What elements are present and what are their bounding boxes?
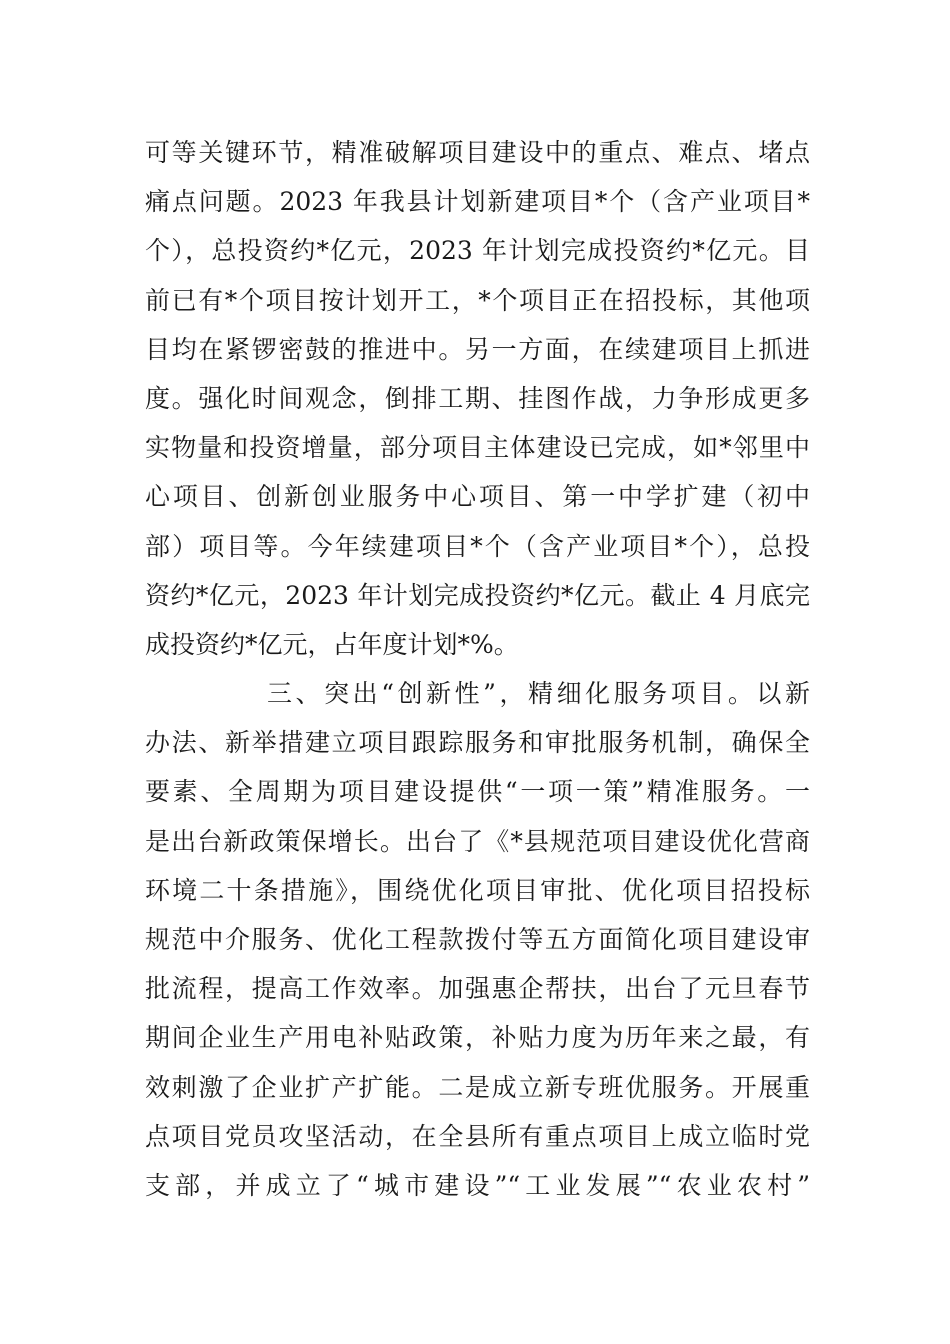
text-line: 痛点问题。2023 年我县计划新建项目*个（含产业项目* <box>145 187 810 217</box>
paragraph-continuation <box>145 128 810 669</box>
text-line: 前已有*个项目按计划开工，*个项目正在招投标，其他项 <box>145 285 810 315</box>
text-line: 部）项目等。今年续建项目*个（含产业项目*个），总投 <box>145 531 810 561</box>
paragraph-section-three <box>145 669 810 1210</box>
text-line: 支部，并成立了“城市建设”“工业发展”“农业农村” <box>145 1170 810 1200</box>
text-line: 规范中介服务、优化工程款拨付等五方面简化项目建设审 <box>145 925 810 954</box>
text-line: 资约*亿元，2023 年计划完成投资约*亿元。截止 4 月底完 <box>145 580 810 610</box>
text-line: 成投资约*亿元，占年度计划*%。 <box>145 629 519 659</box>
text-line: 心项目、创新创业服务中心项目、第一中学扩建（初中 <box>145 482 810 512</box>
body-text <box>145 128 810 1210</box>
text-line: 点项目党员攻坚活动，在全县所有重点项目上成立临时党 <box>145 1121 810 1151</box>
text-line: 个），总投资约*亿元，2023 年计划完成投资约*亿元。目 <box>145 236 810 266</box>
text-line: 可等关键环节，精准破解项目建设中的重点、难点、堵点 <box>145 138 810 167</box>
text-line: 办法、新举措建立项目跟踪服务和审批服务机制，确保全 <box>145 728 810 758</box>
text-line: 批流程，提高工作效率。加强惠企帮扶，出台了元旦春节 <box>145 974 810 1004</box>
section-heading-line: 三、突出“创新性”，精细化服务项目。以新 <box>267 679 810 709</box>
text-line: 期间企业生产用电补贴政策，补贴力度为历年来之最，有 <box>145 1023 810 1053</box>
text-line: 度。强化时间观念，倒排工期、挂图作战，力争形成更多 <box>145 383 810 413</box>
text-line: 效刺激了企业扩产扩能。二是成立新专班优服务。开展重 <box>145 1072 810 1102</box>
text-line: 实物量和投资增量，部分项目主体建设已完成，如*邻里中 <box>145 433 810 463</box>
text-line: 环境二十条措施》，围绕优化项目审批、优化项目招投标 <box>145 875 810 905</box>
text-line: 是出台新政策保增长。出台了《*县规范项目建设优化营商 <box>145 826 810 856</box>
text-line: 要素、全周期为项目建设提供“一项一策”精准服务。一 <box>145 777 810 807</box>
text-line: 目均在紧锣密鼓的推进中。另一方面，在续建项目上抓进 <box>145 334 810 364</box>
